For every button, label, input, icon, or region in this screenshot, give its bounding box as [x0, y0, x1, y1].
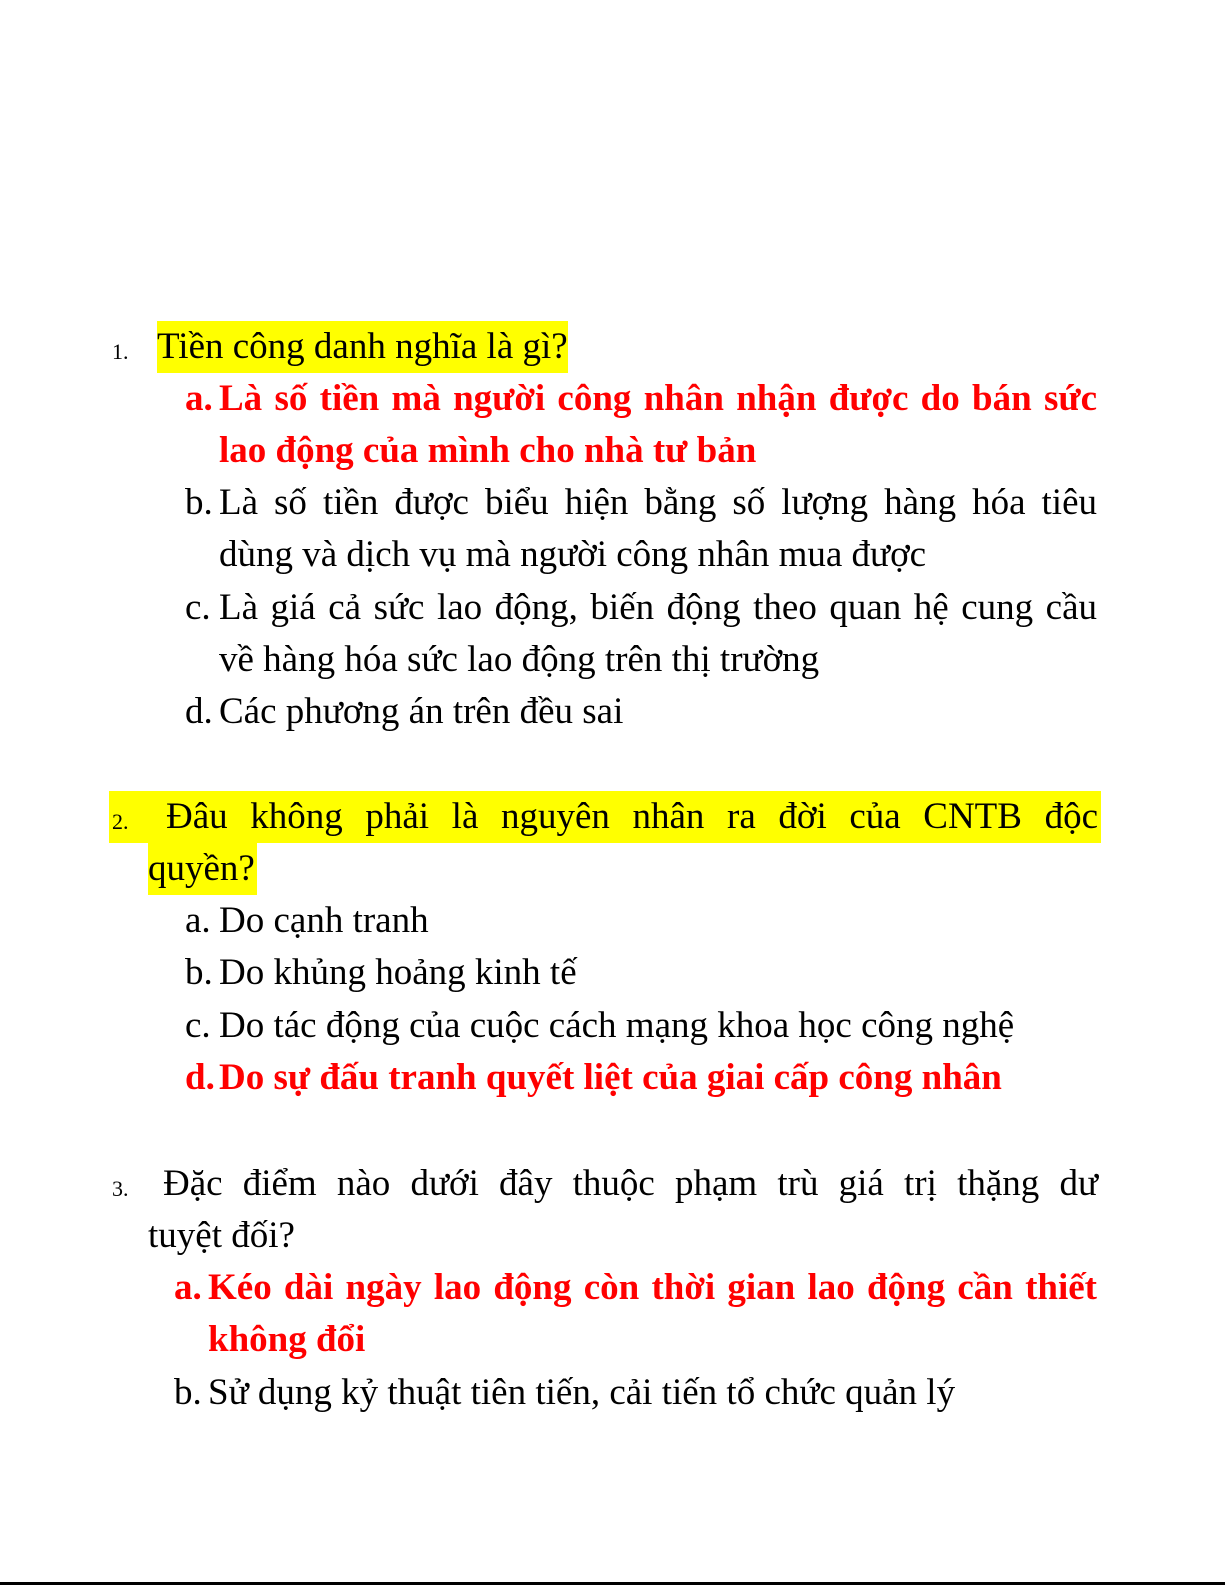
option-letter: c. [185, 587, 211, 628]
answer-option [185, 582, 1097, 686]
question-number: 1. [112, 339, 129, 364]
option-letter: a. [185, 378, 213, 419]
answer-option-correct [174, 1262, 1097, 1366]
question-text: Đặc điểm nào dưới đây thuộc phạm trù giá trị thặng dư [163, 1163, 1098, 1204]
question-text: Tiền công danh nghĩa là gì? [157, 321, 568, 373]
option-letter: b. [185, 482, 213, 523]
option-text: Do khủng hoảng kinh tế [219, 952, 577, 993]
option-text: Sử dụng kỷ thuật tiên tiến, cải tiến tổ chức quản lý [208, 1372, 956, 1413]
question-number: 3. [112, 1176, 129, 1201]
answer-option-correct [185, 1052, 1097, 1104]
option-text: Do sự đấu tranh quyết liệt của giai cấp công nhân [219, 1057, 1002, 1098]
answer-option [174, 1367, 1097, 1419]
question-text-line-1 [166, 791, 1098, 843]
option-letter: b. [174, 1372, 202, 1413]
question-text-line-2: tuyệt đối? [148, 1215, 295, 1256]
option-text: Do tác động của cuộc cách mạng khoa học công nghệ [219, 1005, 1015, 1046]
answer-option [185, 477, 1097, 581]
question-number: 2. [112, 809, 129, 834]
option-text: Kéo dài ngày lao động còn thời gian lao động cần thiết không đổi [208, 1267, 1097, 1360]
option-text: Là số tiền mà người công nhân nhận được do bán sức lao động của mình cho nhà tư bản [219, 378, 1097, 471]
answer-option [185, 686, 1097, 738]
option-text: Là giá cả sức lao động, biến động theo quan hệ cung cầu về hàng hóa sức lao động trên thị trường [219, 587, 1097, 680]
option-letter: a. [174, 1267, 202, 1308]
option-letter: b. [185, 952, 213, 993]
answer-option [185, 895, 1097, 947]
option-letter: a. [185, 900, 211, 941]
option-text: Là số tiền được biểu hiện bằng số lượng hàng hóa tiêu dùng và dịch vụ mà người công nhân mua được [219, 482, 1097, 575]
answer-option-correct [185, 373, 1097, 477]
answer-option [185, 1000, 1097, 1052]
option-text: Do cạnh tranh [219, 900, 429, 941]
option-letter: c. [185, 1005, 211, 1046]
option-text: Các phương án trên đều sai [219, 691, 624, 732]
question-text-line-2: quyền? [148, 843, 257, 895]
question-text: Đâu không phải là nguyên nhân ra đời của CNTB độc [166, 796, 1098, 837]
question-text-line-1 [163, 1158, 1098, 1210]
option-letter: d. [185, 691, 213, 732]
answer-option [185, 947, 1097, 999]
option-letter: d. [185, 1057, 215, 1098]
